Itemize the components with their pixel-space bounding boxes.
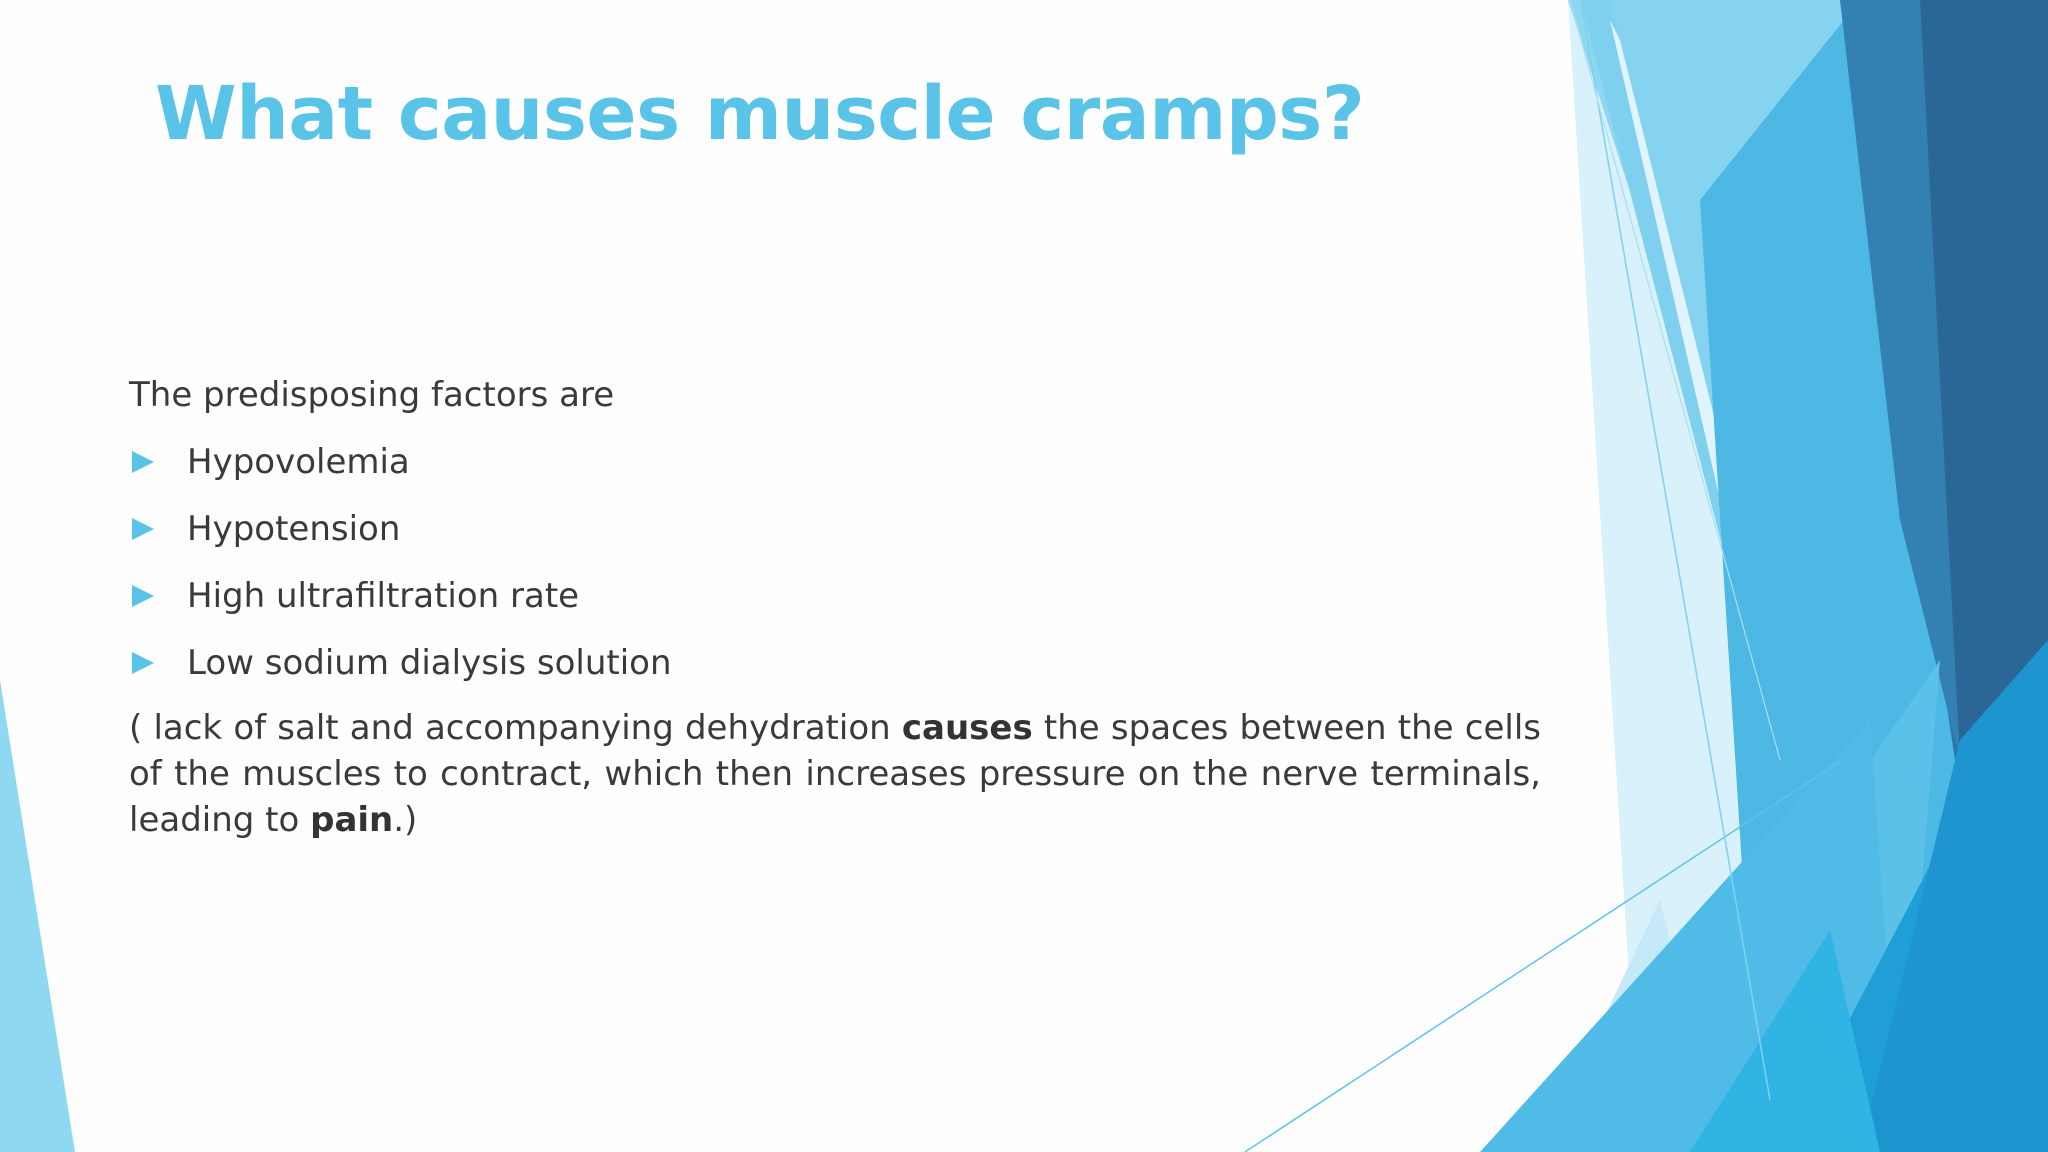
note-bold-causes: causes <box>901 708 1033 748</box>
bullet-item <box>129 437 1541 487</box>
note-text-part3: .) <box>393 800 418 840</box>
bullet-item <box>129 638 1541 688</box>
triangle-bullet-icon <box>132 518 154 540</box>
bullet-list <box>129 437 1541 688</box>
note-text-part2: the spaces between the cells of the muscles to contract, which then increases pressure on the nerve terminals, leading to <box>129 708 1541 840</box>
left-edge-shape <box>0 680 75 1152</box>
triangle-bullet-icon <box>132 652 154 674</box>
note-text-part1: ( lack of salt and accompanying dehydration <box>129 708 902 748</box>
note-bold-pain: pain <box>310 800 394 840</box>
bullet-item <box>129 571 1541 621</box>
bullet-text: High ultrafiltration rate <box>187 576 580 616</box>
bullet-text: Hypovolemia <box>187 442 410 482</box>
explanation-note <box>129 705 1541 843</box>
triangle-bullet-icon <box>132 451 154 473</box>
bullet-item <box>129 504 1541 554</box>
intro-text: The predisposing factors are <box>129 375 615 415</box>
slide-title: What causes muscle cramps? <box>155 71 1365 157</box>
slide-content <box>129 370 1541 843</box>
bullet-text: Low sodium dialysis solution <box>187 643 672 683</box>
bullet-text: Hypotension <box>187 509 401 549</box>
triangle-bullet-icon <box>132 585 154 607</box>
